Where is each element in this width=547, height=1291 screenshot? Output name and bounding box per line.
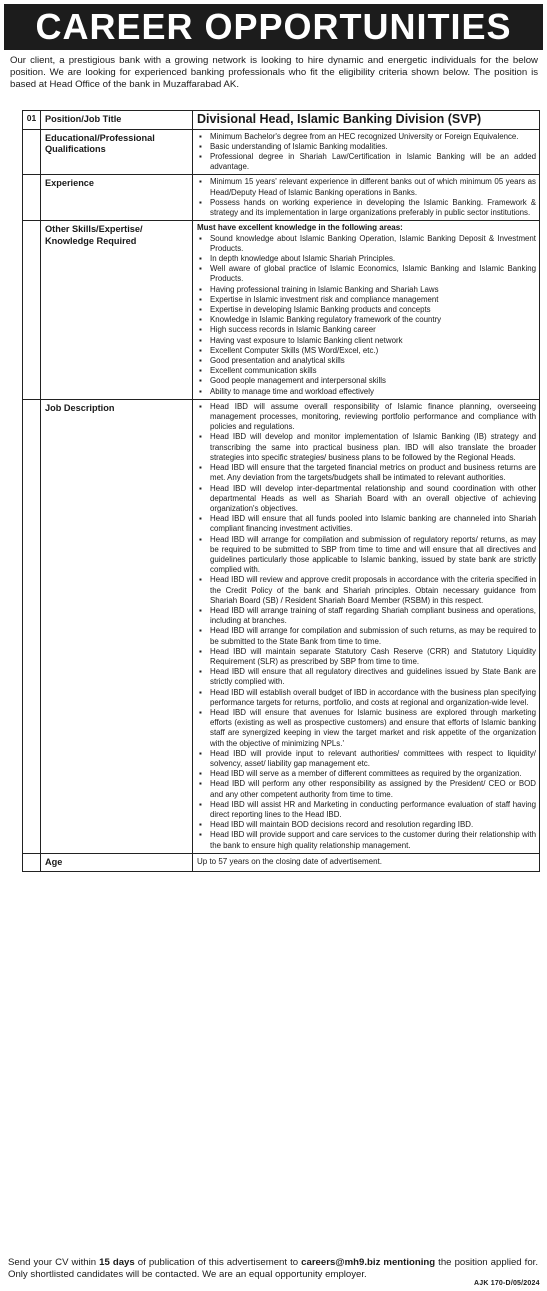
label-skills: Other Skills/Expertise/ Knowledge Required <box>41 221 193 400</box>
bullet-point: ▪ Sound knowledge about Islamic Banking Operation, Islamic Banking Deposit & Investment Products. <box>197 234 536 254</box>
bullet-point: ▪ Good people management and interpersonal skills <box>197 376 536 386</box>
bullet-point: ▪ Head IBD will assume overall responsibility of Islamic finance planning, overseeing management processes, monitoring, reviewing portfolio performance and compliance with policies and regulations. <box>197 402 536 433</box>
bullet-point: ▪ Head IBD will provide input to relevant authorities/ committees with respect to liquidity/ solvency, asset/ liability gap management etc. <box>197 749 536 769</box>
job-details-table <box>22 110 540 872</box>
bullet-point: ▪ Head IBD will develop inter-departmental relationship and sound coordination with other departmental Heads as well as Shariah Board with an overall objective of achieving organization's objectives. <box>197 484 536 515</box>
label-experience: Experience <box>41 175 193 221</box>
bullet-point: ▪ Head IBD will provide support and care services to the customer during their relationship with the bank to ensure high quality relationship management. <box>197 830 536 850</box>
bullet-point: ▪ Possess hands on working experience in developing the Islamic Banking. Framework & strategy and its implementation in large organizations preferably in public sector institutions. <box>197 198 536 218</box>
bullet-point: ▪ Head IBD will arrange for compilation and submission of regulatory reports/ returns, as may be required to be submitted to SBP from time to time and will ensure that all directives and guidelines particularly those applicable to Islamic banking, issued by state bank are strictly complied with. <box>197 535 536 576</box>
deadline-days: 15 days <box>99 1257 135 1268</box>
careers-email: careers@mh9.biz mentioning <box>301 1257 436 1268</box>
table-row-experience <box>23 175 540 221</box>
table-row-age <box>23 853 540 872</box>
bullet-point: ▪ Good presentation and analytical skills <box>197 356 536 366</box>
bullet-point: ▪ Head IBD will establish overall budget of IBD in accordance with the business plan specifying performance targets for returns, portfolio, and costs at regional and organization-wide level. <box>197 688 536 708</box>
table-header-row <box>23 111 540 130</box>
bullet-point: ▪ Head IBD will serve as a member of different committees as required by the organization. <box>197 769 536 779</box>
bullet-point: ▪ Well aware of global practice of Islamic Economics, Islamic Banking and Islamic Banking Products. <box>197 264 536 284</box>
bullet-point: ▪ Excellent Computer Skills (MS Word/Excel, etc.) <box>197 346 536 356</box>
page-banner-title: CAREER OPPORTUNITIES <box>4 4 543 50</box>
label-education: Educational/Professional Qualifications <box>41 129 193 175</box>
skills-heading: Must have excellent knowledge in the following areas: <box>197 223 403 233</box>
bullet-point: ▪ Head IBD will ensure that avenues for Islamic business are explored through marketing efforts (existing as well as prospective customers) and ensure that efforts of Islamic banking staff are synergized keeping in view the target market and risk appetite of the organization with the objective of minimizing NPLs.' <box>197 708 536 749</box>
bullet-point: ▪ Head IBD will assist HR and Marketing in conducting performance evaluation of staff having direct reporting lines to the Head IBD. <box>197 800 536 820</box>
label-job-description: Job Description <box>41 399 193 853</box>
bullet-point: ▪ Minimum 15 years' relevant experience in different banks out of which minimum 05 years as Head/Deputy Head of Islamic Banking operations in Banks. <box>197 177 536 197</box>
intro-paragraph: Our client, a prestigious bank with a growing network is looking to hire dynamic and energetic individuals for the below position. We are looking for experienced banking professionals who fit the eligibility criteria shown below. The position is based at Head Office of the bank in Muzaffarabad AK. <box>10 55 538 90</box>
bullet-point: ▪ Expertise in developing Islamic Banking products and concepts <box>197 305 536 315</box>
experience-list <box>197 177 536 218</box>
position-title: Divisional Head, Islamic Banking Division (SVP) <box>193 111 540 130</box>
table-row-skills <box>23 221 540 400</box>
bullet-point: ▪ Minimum Bachelor's degree from an HEC recognized University or Foreign Equivalence. <box>197 132 536 142</box>
bullet-point: ▪ In depth knowledge about Islamic Shariah Principles. <box>197 254 536 264</box>
application-instructions: Send your CV within 15 days of publication of this advertisement to careers@mh9.biz mentioning the position applied for. Only shortlisted candidates will be contacted. We are an equal opportunity employer. <box>8 1257 539 1280</box>
bullet-point: ▪ Expertise in Islamic investment risk and compliance management <box>197 295 536 305</box>
advertisement-reference: AJK 170-D/05/2024 <box>474 1280 540 1287</box>
bullet-point: ▪ Head IBD will maintain BOD decisions record and resolution regarding IBD. <box>197 820 536 830</box>
bullet-point: ▪ Head IBD will ensure that all regulatory directives and guidelines issued by State Bank are strictly complied with. <box>197 667 536 687</box>
bullet-point: ▪ Head IBD will ensure that all funds pooled into Islamic banking are channeled into Shariah compliant financing investment activities. <box>197 514 536 534</box>
bullet-point: ▪ Having vast exposure to Islamic Banking client network <box>197 336 536 346</box>
skills-list <box>197 234 536 397</box>
position-number: 01 <box>23 111 41 130</box>
column-header-position: Position/Job Title <box>41 111 193 130</box>
bullet-point: ▪ Head IBD will perform any other responsibility as assigned by the President/ CEO or BOD and any other competent authority from time to time. <box>197 779 536 799</box>
label-age: Age <box>41 853 193 872</box>
bullet-point: ▪ Head IBD will arrange for compilation and submission of such returns, as may be required to be submitted to the State Bank from time to time. <box>197 626 536 646</box>
bullet-point: ▪ Basic understanding of Islamic Banking modalities. <box>197 142 536 152</box>
bullet-point: ▪ Head IBD will maintain separate Statutory Cash Reserve (CRR) and Statutory Liquidity Requirement (SLR) as prescribed by SBP from time to time. <box>197 647 536 667</box>
age-requirement: Up to 57 years on the closing date of advertisement. <box>193 853 540 872</box>
bullet-point: ▪ Head IBD will develop and monitor implementation of Islamic Banking (IB) strategy and transcribing the same into practical business plan. IBD will also translate the broader strategies into specific strategies/ business plans to be followed by the Regional Heads. <box>197 432 536 463</box>
bullet-point: ▪ Excellent communication skills <box>197 366 536 376</box>
bullet-point: ▪ Head IBD will ensure that the targeted financial metrics on product and business returns are met. Any deviation from the targets/budgets shall be intimated to relevant authorities. <box>197 463 536 483</box>
education-list <box>197 132 536 173</box>
bullet-point: ▪ Head IBD will review and approve credit proposals in accordance with the criteria specified in the Credit Policy of the bank and Shariah principles. Obtain necessary guidance from Shariah Board (SB) / Resident Shariah Board Member (RSBM) in this respect. <box>197 575 536 606</box>
bullet-point: ▪ Having professional training in Islamic Banking and Shariah Laws <box>197 285 536 295</box>
table-row-job-description <box>23 399 540 853</box>
table-row-education <box>23 129 540 175</box>
job-description-list <box>197 402 536 851</box>
bullet-point: ▪ Knowledge in Islamic Banking regulatory framework of the country <box>197 315 536 325</box>
bullet-point: ▪ Ability to manage time and workload effectively <box>197 387 536 397</box>
bullet-point: ▪ Head IBD will arrange training of staff regarding Shariah compliant business and operations, including at branches. <box>197 606 536 626</box>
bullet-point: ▪ Professional degree in Shariah Law/Certification in Islamic Banking will be an added advantage. <box>197 152 536 172</box>
bullet-point: ▪ High success records in Islamic Banking career <box>197 325 536 335</box>
